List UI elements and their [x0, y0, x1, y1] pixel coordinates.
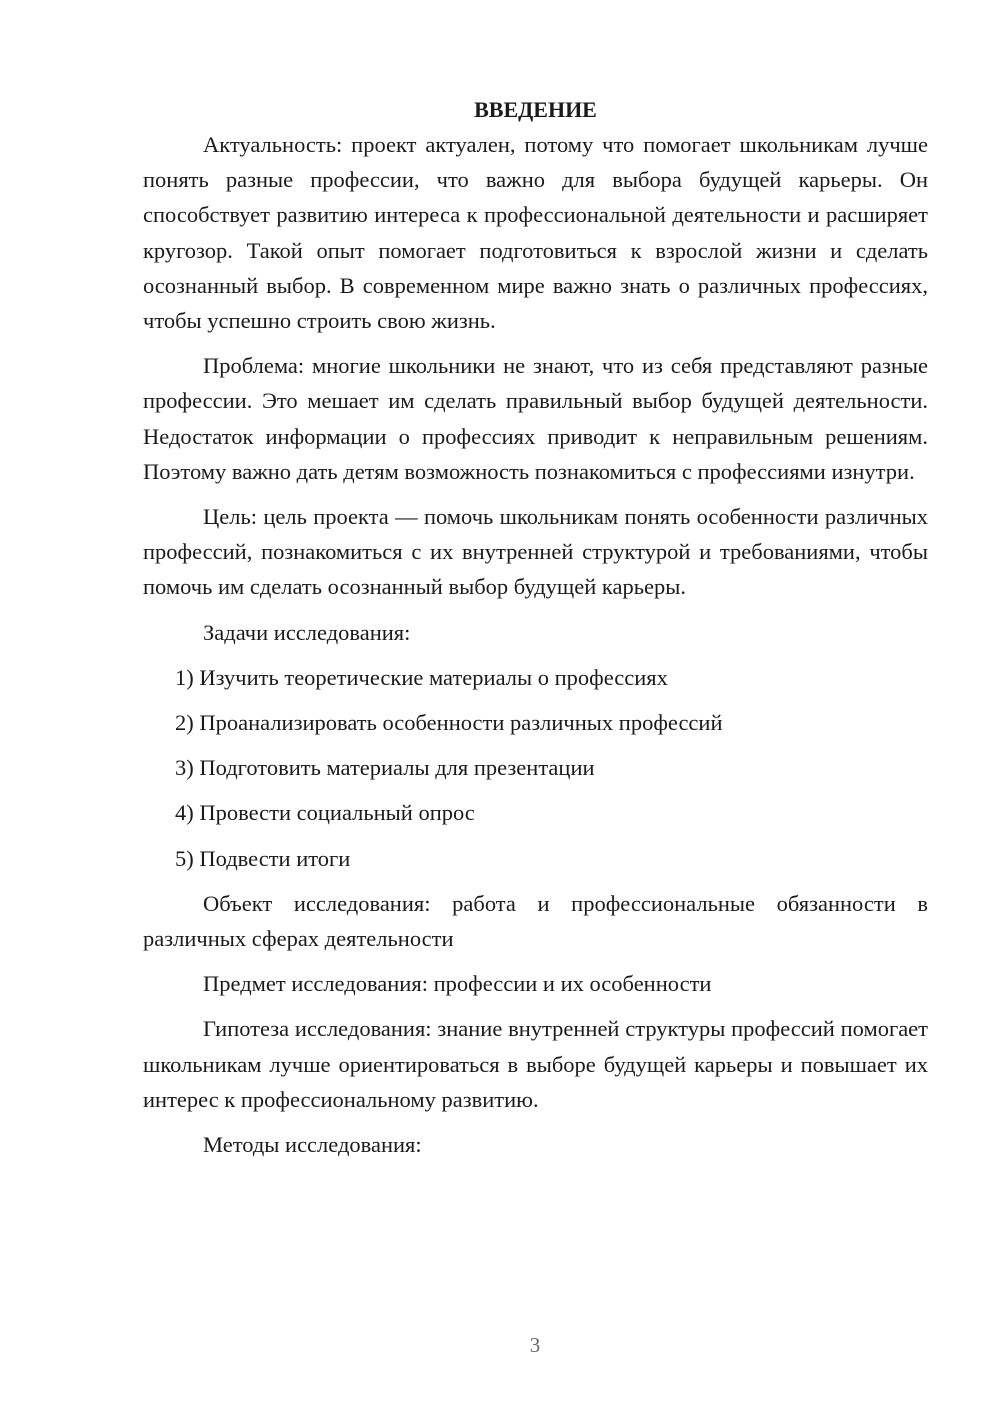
task-item: 3) Подготовить материалы для презентации — [175, 755, 595, 781]
goal-paragraph: Цель: цель проекта — помочь школьникам понять особенности различных профессий, познакомиться с их внутренней структурой и требованиями, чтобы помочь им сделать осознанный выбор будущей карьеры. — [143, 504, 928, 600]
problem-paragraph: Проблема: многие школьники не знают, что из себя представляют разные профессии. Это мешает им сделать правильный выбор будущей деятельности. Недостаток информации о профессиях приводит к неправильным решениям. Поэтому важно дать детям возможность познакомиться с профессиями изнутри. — [143, 353, 928, 484]
page-title: ВВЕДЕНИЕ — [474, 97, 597, 122]
page-number: 3 — [529, 1333, 541, 1357]
object-paragraph: Объект исследования: работа и профессиональные обязанности в различных сферах деятельности — [143, 890, 928, 952]
task-item: 2) Проанализировать особенности различных профессий — [175, 710, 723, 736]
relevance-paragraph: Актуальность: проект актуален, потому что помогает школьникам лучше понять разные профессии, что важно для выбора будущей карьеры. Он способствует развитию интереса к профессиональной деятельности и расширяет кругозор. Такой опыт помогает подготовиться к взрослой жизни и сделать осознанный выбор. В современном мире важно знать о различных профессиях, чтобы успешно строить свою жизнь. — [143, 132, 928, 334]
subject-paragraph: Предмет исследования: профессии и их особенности — [203, 971, 712, 997]
hypothesis-paragraph: Гипотеза исследования: знание внутренней структуры профессий помогает школьникам лучше ориентироваться в выборе будущей карьеры и повышает их интерес к профессиональному развитию. — [143, 1016, 928, 1112]
document-page — [143, 92, 928, 1172]
task-item: 1) Изучить теоретические материалы о профессиях — [175, 664, 668, 690]
task-item: 4) Провести социальный опрос — [175, 800, 475, 826]
task-item: 5) Подвести итоги — [175, 845, 351, 871]
tasks-heading: Задачи исследования: — [203, 619, 411, 645]
methods-heading: Методы исследования: — [203, 1132, 422, 1158]
